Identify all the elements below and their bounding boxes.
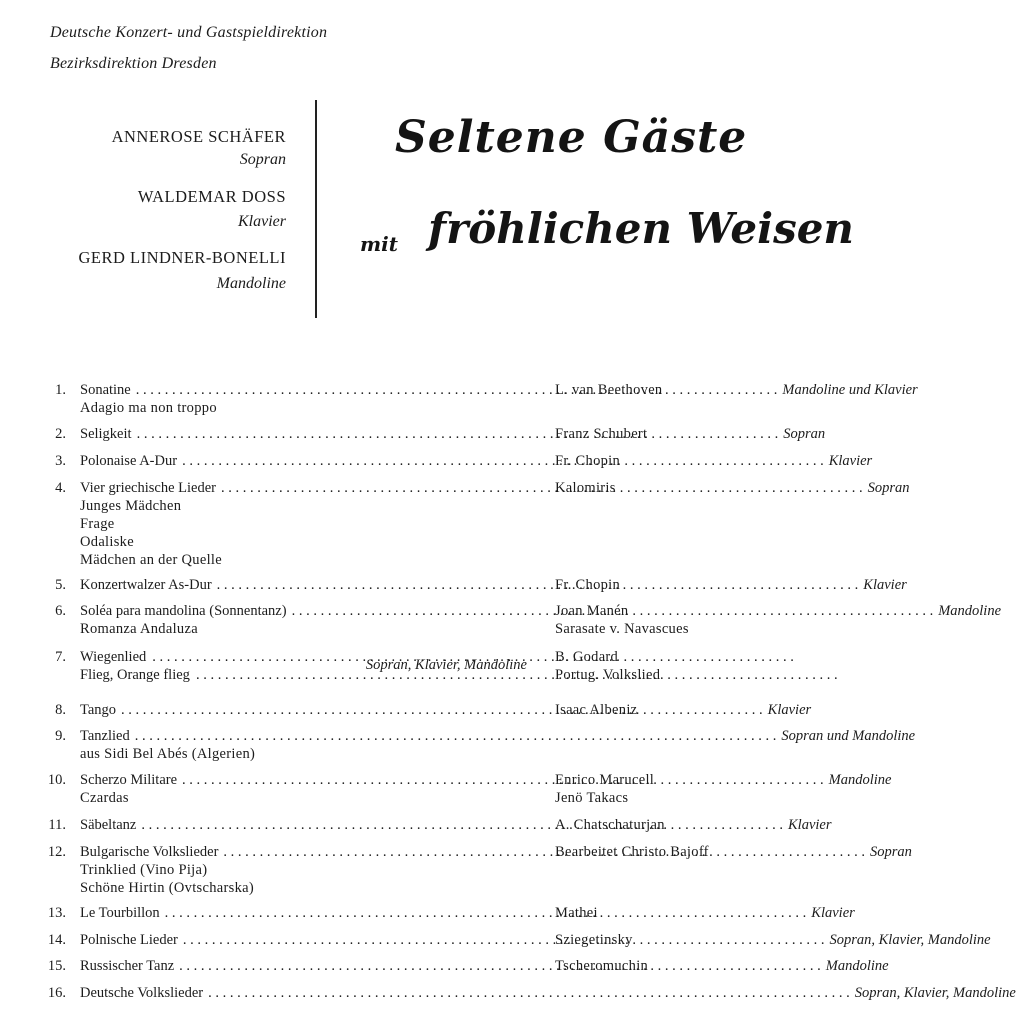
composer bbox=[555, 817, 665, 835]
composer-name: Franz Schubert bbox=[555, 426, 648, 442]
composer-name: Joan Manén bbox=[555, 603, 629, 619]
composer bbox=[555, 932, 633, 950]
dot-leader bbox=[183, 932, 825, 949]
organizer-name: Deutsche Konzert- und Gastspieldirektion bbox=[50, 24, 328, 41]
piece-subtitle: Trinklied (Vino Pija) bbox=[80, 862, 208, 878]
composer bbox=[555, 844, 709, 862]
piece-performers: Sopran, Klavier, Mandoline bbox=[829, 932, 991, 948]
piece-subtitle: Schöne Hirtin (Ovtscharska) bbox=[80, 880, 255, 896]
piece-title: Le Tourbillon bbox=[80, 905, 160, 921]
piece-subtitle: Mädchen an der Quelle bbox=[80, 552, 222, 568]
item-number: 14. bbox=[47, 932, 66, 948]
item-number: 8. bbox=[55, 702, 66, 718]
dot-leader bbox=[121, 702, 763, 719]
dot-leader bbox=[136, 382, 778, 399]
piece-subtitle: Frage bbox=[80, 516, 115, 532]
dot-leader bbox=[165, 905, 807, 922]
dot-leader bbox=[223, 844, 865, 861]
item-number: 15. bbox=[47, 958, 66, 974]
item-number: 7. bbox=[55, 649, 66, 665]
piece-performers: Sopran bbox=[783, 426, 826, 442]
composer-name: Enrico Marucell bbox=[555, 772, 655, 788]
piece-title: Vier griechische Lieder bbox=[80, 480, 217, 496]
dot-leader bbox=[217, 577, 859, 594]
piece-performers: Mandoline bbox=[828, 772, 892, 788]
piece-performers: Mandoline bbox=[938, 603, 1002, 619]
item-number: 5. bbox=[55, 577, 66, 593]
performer-name: WALDEMAR DOSS bbox=[137, 187, 286, 206]
item-number: 11. bbox=[48, 817, 66, 833]
item-entry bbox=[80, 728, 916, 764]
piece-title: Wiegenlied bbox=[80, 649, 147, 665]
piece-title: Tanzlied bbox=[80, 728, 130, 744]
composer-name: Isaac Albeniz bbox=[555, 702, 638, 718]
composer bbox=[555, 453, 620, 471]
item-number: 9. bbox=[55, 728, 66, 744]
concert-subtitle-small: mit bbox=[360, 232, 398, 256]
piece-subtitle: Adagio ma non troppo bbox=[80, 400, 217, 416]
piece-title: Flieg, Orange flieg bbox=[80, 667, 190, 683]
piece-performers: Sopran bbox=[870, 844, 912, 860]
composer-name: Fr. Chopin bbox=[555, 577, 621, 593]
dot-leader bbox=[141, 817, 783, 834]
item-entry bbox=[80, 985, 1016, 1003]
piece-title: Polnische Lieder bbox=[80, 932, 178, 948]
composer bbox=[555, 480, 616, 498]
piece-performers: Sopran, Klavier, Mandoline bbox=[854, 985, 1016, 1001]
divider-line bbox=[315, 100, 317, 318]
piece-performers: Sopran, Klavier, Mandoline bbox=[365, 657, 527, 673]
organizer-district: Bezirksdirektion Dresden bbox=[50, 55, 217, 72]
piece-title: Konzertwalzer As-Dur bbox=[80, 577, 212, 593]
item-number: 13. bbox=[47, 905, 66, 921]
piece-performers: Klavier bbox=[811, 905, 855, 921]
item-number: 2. bbox=[55, 426, 66, 442]
performer-role: Klavier bbox=[238, 213, 286, 230]
piece-subtitle: Odaliske bbox=[80, 534, 134, 550]
piece-title: Polonaise A-Dur bbox=[80, 453, 178, 469]
dot-leader bbox=[179, 958, 821, 975]
composer-name: Tscheromuchin bbox=[555, 958, 649, 974]
item-number: 6. bbox=[55, 603, 66, 619]
dot-leader bbox=[182, 772, 824, 789]
dot-leader bbox=[221, 480, 863, 497]
composer bbox=[555, 426, 647, 444]
item-number: 4. bbox=[55, 480, 66, 496]
composer-name: L. van Beethoven bbox=[555, 382, 663, 398]
composer bbox=[555, 958, 648, 976]
composer bbox=[555, 702, 637, 720]
piece-performers: Klavier bbox=[863, 577, 907, 593]
composer-name: Mathei bbox=[555, 905, 598, 921]
piece-title: Bulgarische Volkslieder bbox=[80, 844, 219, 860]
performer-role: Mandoline bbox=[216, 275, 286, 292]
performer-name: GERD LINDNER-BONELLI bbox=[78, 248, 286, 267]
item-number: 10. bbox=[47, 772, 66, 788]
item-number: 1. bbox=[55, 382, 66, 398]
piece-performers: Klavier bbox=[767, 702, 812, 718]
composer bbox=[555, 577, 620, 595]
composer-name: A. Chatschaturjan bbox=[555, 817, 665, 833]
dot-leader bbox=[208, 985, 850, 1002]
item-number: 3. bbox=[55, 453, 66, 469]
dot-leader bbox=[135, 728, 777, 745]
composer-name: Sziegetinsky bbox=[555, 932, 633, 948]
piece-title: Tango bbox=[80, 702, 117, 718]
piece-title: Seligkeit bbox=[80, 426, 132, 442]
composer-name: Bearbeitet Christo Bajoff bbox=[555, 844, 709, 860]
composer-name: Kalomiris bbox=[555, 480, 616, 496]
composer bbox=[555, 382, 662, 400]
piece-performers: Sopran bbox=[867, 480, 910, 496]
composer bbox=[555, 905, 598, 923]
concert-title: Seltene Gäste bbox=[395, 112, 748, 163]
item-entry bbox=[80, 649, 527, 685]
piece-subtitle: aus Sidi Bel Abés (Algerien) bbox=[80, 746, 256, 762]
piece-performers: Klavier bbox=[788, 817, 832, 833]
composer-name: B. Godard bbox=[555, 649, 619, 665]
performer-role: Sopran bbox=[239, 151, 286, 168]
piece-performers: Mandoline bbox=[825, 958, 889, 974]
piece-subtitle: Romanza Andaluza bbox=[80, 621, 198, 637]
concert-subtitle: fröhlichen Weisen bbox=[428, 204, 854, 253]
piece-title: Säbeltanz bbox=[80, 817, 137, 833]
item-number: 12. bbox=[47, 844, 66, 860]
piece-title: Scherzo Militare bbox=[80, 772, 178, 788]
dot-leader bbox=[137, 426, 779, 443]
composer-name: Portug. Volkslied bbox=[555, 667, 661, 683]
composer bbox=[555, 649, 660, 685]
piece-performers: Mandoline und Klavier bbox=[782, 382, 918, 398]
piece-title: Sonatine bbox=[80, 382, 131, 398]
composer bbox=[555, 603, 689, 639]
composer bbox=[555, 772, 654, 808]
item-number: 16. bbox=[47, 985, 66, 1001]
piece-subtitle: Junges Mädchen bbox=[80, 498, 182, 514]
performer-name: ANNEROSE SCHÄFER bbox=[111, 127, 286, 146]
composer-name: Fr. Chopin bbox=[555, 453, 621, 469]
piece-performers: Sopran und Mandoline bbox=[781, 728, 916, 744]
piece-title: Soléa para mandolina (Sonnentanz) bbox=[80, 603, 287, 619]
composer-name: Sarasate v. Navascues bbox=[555, 621, 689, 637]
piece-subtitle: Czardas bbox=[80, 790, 129, 806]
piece-title: Deutsche Volkslieder bbox=[80, 985, 204, 1001]
piece-title: Russischer Tanz bbox=[80, 958, 175, 974]
dot-leader bbox=[182, 453, 824, 470]
composer-name: Jenö Takacs bbox=[555, 790, 629, 806]
piece-performers: Klavier bbox=[828, 453, 873, 469]
